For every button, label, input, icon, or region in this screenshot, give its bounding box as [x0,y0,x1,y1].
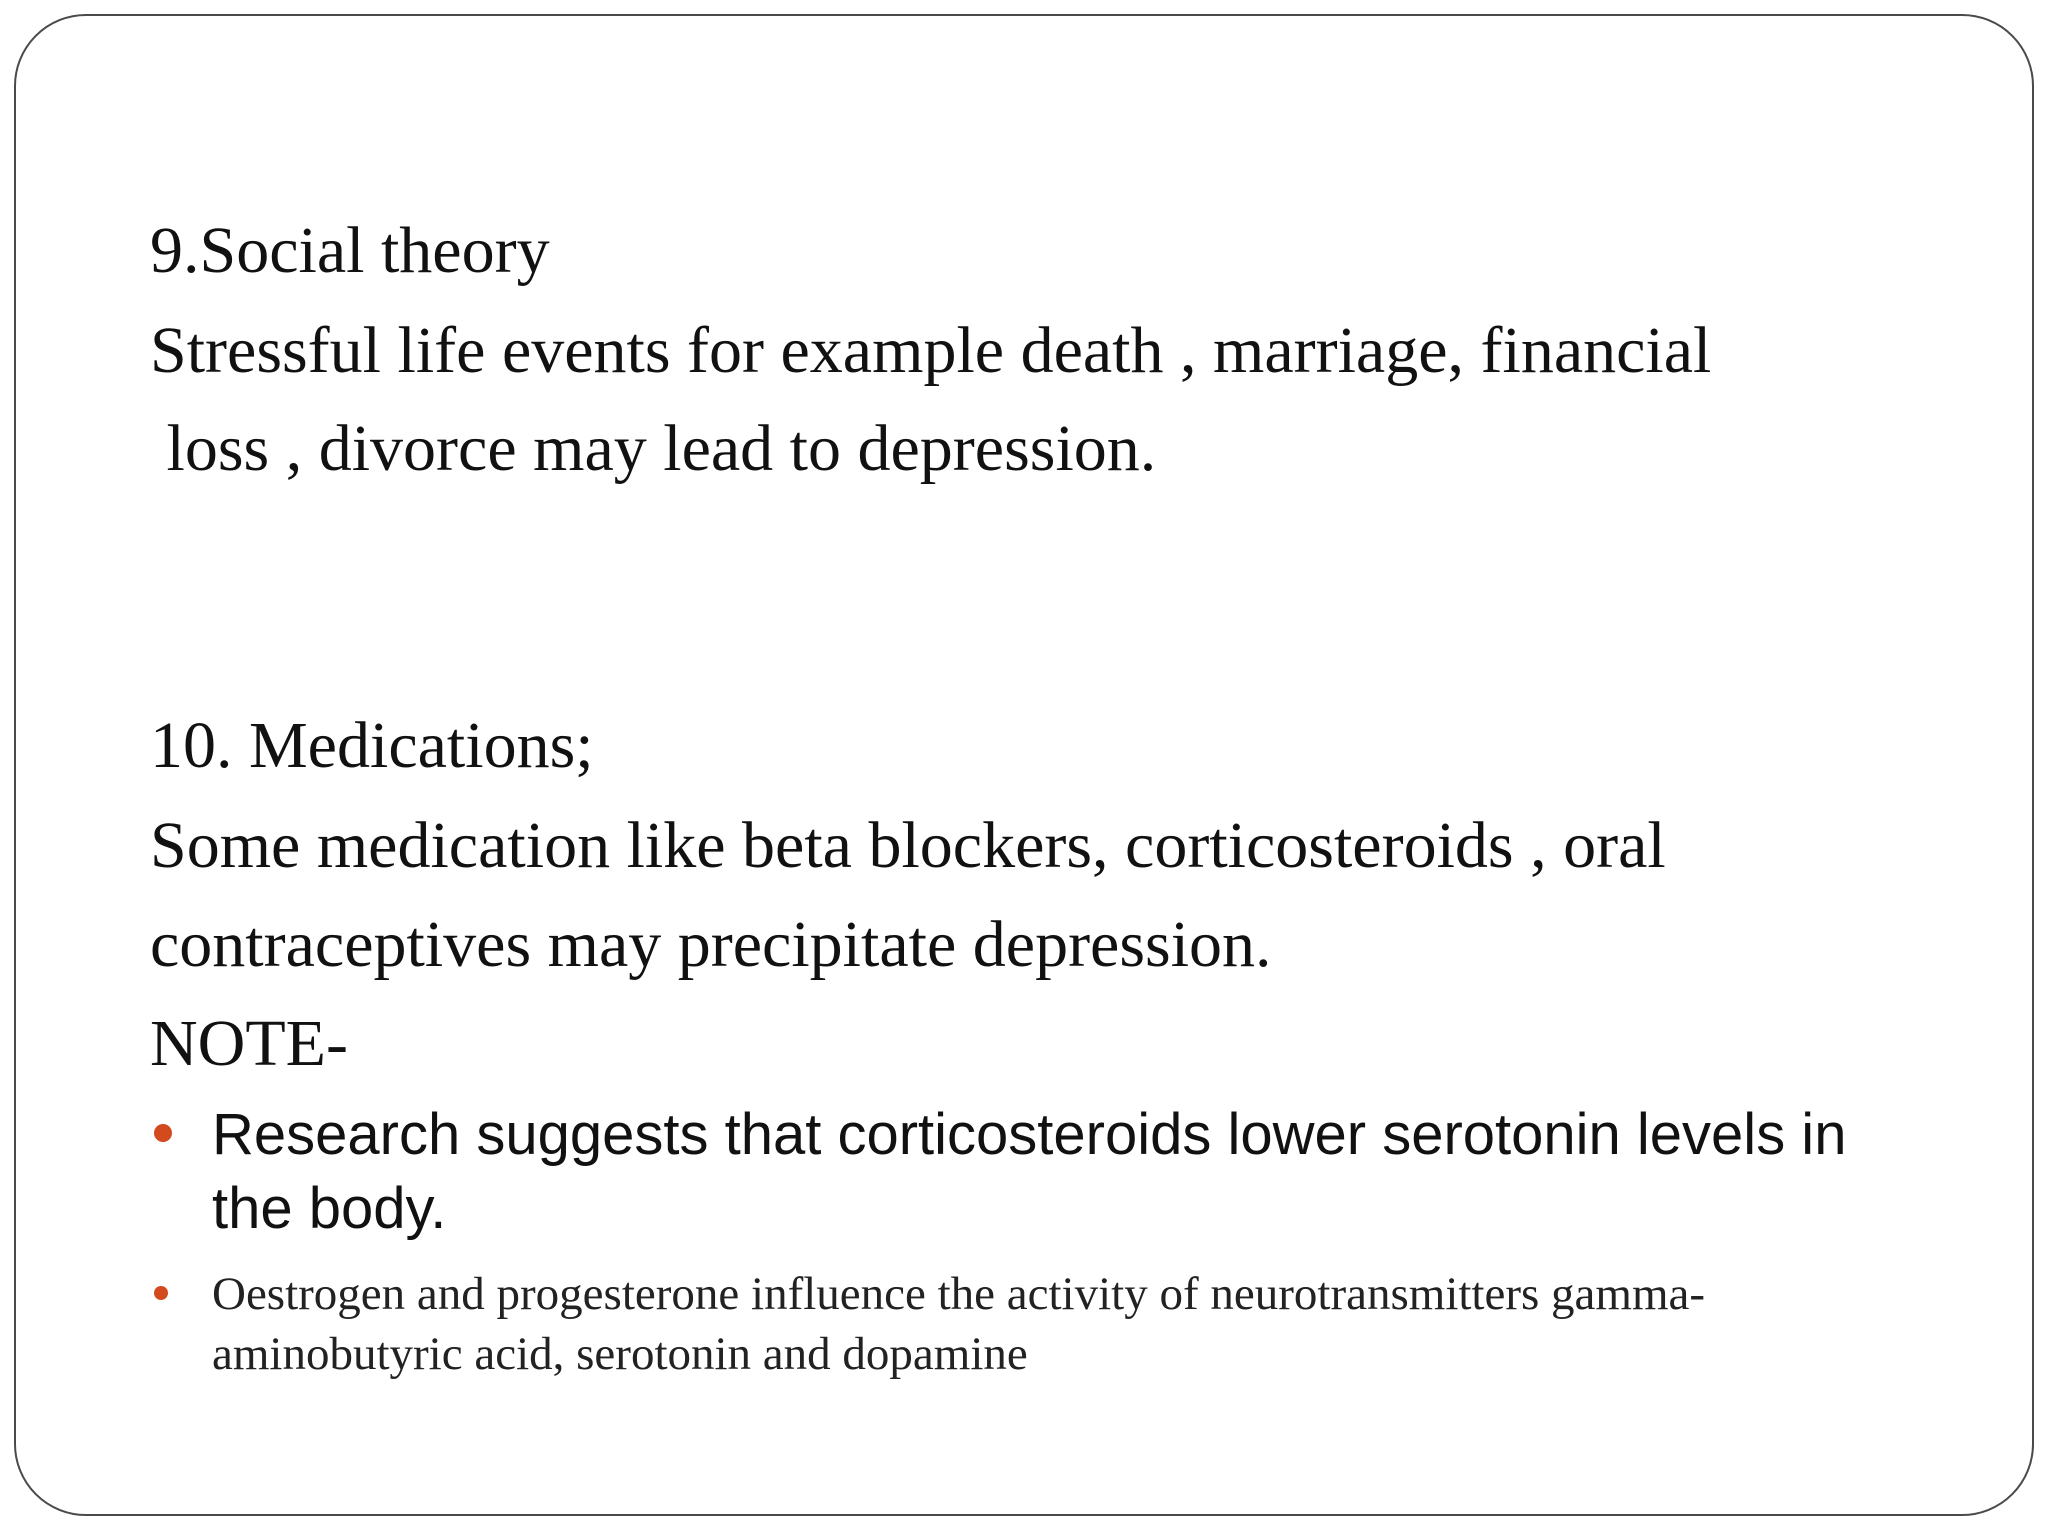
note-label: NOTE- [150,1007,348,1080]
bullet-text-serotonin: Research suggests that corticosteroids lower serotonin levels in the body. [212,1102,1847,1241]
bullet-text-oestrogen: Oestrogen and progesterone influence the activity of neurotransmitters gamma-aminobutyric acid, serotonin and dopamine [212,1268,1706,1380]
section-9-text-line-1: Stressful life events for example death , marriage, financial [150,314,1712,387]
section-10-text-line-2: contraceptives may precipitate depression. [150,908,1272,981]
section-10-heading: 10. Medications; [150,709,594,782]
bullet-dot-icon [154,1286,168,1300]
section-9-text-line-2: loss , divorce may lead to depression. [150,412,1157,485]
bullet-dot-icon [154,1124,172,1142]
section-9-heading: 9.Social theory [150,214,550,287]
section-10-text-line-1: Some medication like beta blockers, corticosteroids , oral [150,809,1666,882]
